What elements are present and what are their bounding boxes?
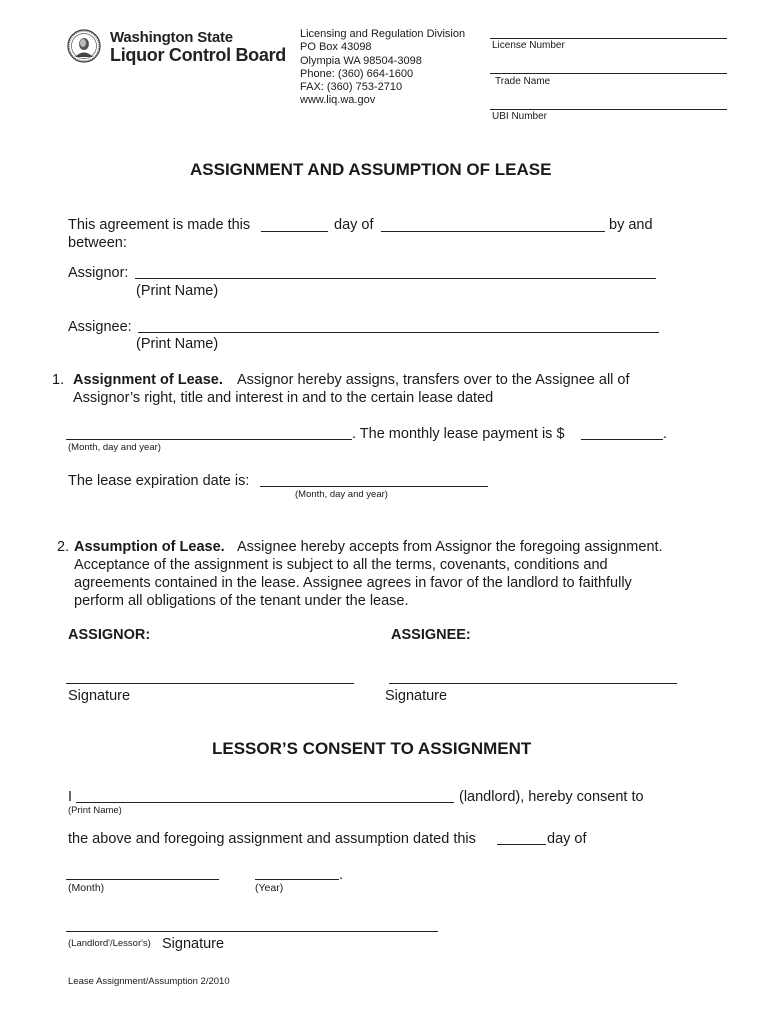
section-1-heading: Assignment of Lease. (73, 372, 223, 388)
address-line: www.liq.wa.gov (300, 94, 376, 107)
assignee-name-field[interactable] (138, 332, 659, 333)
assignee-signature-field[interactable] (389, 683, 677, 684)
lease-date-field[interactable] (66, 439, 352, 440)
agreement-text-4: between: (68, 235, 127, 251)
assignor-sig-heading: ASSIGNOR: (68, 627, 151, 643)
address-line: PO Box 43098 (300, 41, 372, 54)
lease-date-hint: (Month, day and year) (68, 442, 161, 453)
assignee-signature-label: Signature (385, 688, 448, 704)
section-2-number: 2. (57, 539, 70, 555)
form-footer: Lease Assignment/Assumption 2/2010 (68, 976, 230, 987)
consent-year-field[interactable] (255, 879, 339, 880)
consent-i: I (68, 789, 73, 805)
consent-title: LESSOR’S CONSENT TO ASSIGNMENT (212, 739, 532, 758)
landlord-signature-label: Signature (162, 936, 225, 952)
ubi-number-field[interactable] (490, 109, 727, 110)
section-1-text-line1: Assignor hereby assigns, transfers over to the Assignee all of (237, 372, 630, 388)
trade-name-field[interactable] (490, 73, 727, 74)
section-2-line3: agreements contained in the lease. Assignee agrees in favor of the landlord to faithfully (74, 575, 632, 591)
assignee-sig-heading: ASSIGNEE: (391, 627, 471, 643)
document-title: ASSIGNMENT AND ASSUMPTION OF LEASE (190, 160, 552, 179)
ubi-number-label: UBI Number (492, 111, 548, 122)
address-line: FAX: (360) 753-2710 (300, 81, 403, 94)
agency-name-line1: Washington State (110, 29, 233, 46)
section-1-text-line2: Assignor’s right, title and interest in and to the certain lease dated (73, 390, 494, 406)
monthly-payment-text: . The monthly lease payment is $ (352, 426, 565, 442)
agency-address (300, 28, 465, 108)
license-number-field[interactable] (490, 38, 727, 39)
landlord-sig-hint: (Landlord'/Lessor's) (68, 938, 151, 949)
expiration-label: The lease expiration date is: (68, 473, 250, 489)
section-1-number: 1. (52, 372, 65, 388)
section-2-heading: Assumption of Lease. (74, 539, 225, 555)
expiration-date-hint: (Month, day and year) (295, 489, 388, 500)
address-line: Phone: (360) 664-1600 (300, 67, 414, 80)
state-seal-logo (67, 29, 101, 63)
consent-month-field[interactable] (66, 879, 219, 880)
assignee-print-name-hint: (Print Name) (136, 336, 219, 352)
assignee-label: Assignee: (68, 319, 132, 335)
address-line: Olympia WA 98504-3098 (300, 54, 422, 67)
consent-day-field[interactable] (497, 844, 546, 845)
landlord-name-field[interactable] (76, 802, 454, 803)
assignor-signature-field[interactable] (66, 683, 354, 684)
landlord-print-name-hint: (Print Name) (68, 805, 122, 816)
agreement-text-3: by and (609, 217, 653, 233)
section-2-line2: Acceptance of the assignment is subject to all the terms, covenants, conditions and (74, 557, 608, 573)
consent-month-hint: (Month) (68, 882, 105, 894)
landlord-consent-text: (landlord), hereby consent to (459, 789, 644, 805)
agreement-day-field[interactable] (261, 231, 328, 232)
consent-year-hint: (Year) (255, 882, 284, 894)
assignor-print-name-hint: (Print Name) (136, 283, 219, 299)
assignor-signature-label: Signature (68, 688, 131, 704)
trade-name-label: Trade Name (495, 76, 551, 87)
assignor-label: Assignor: (68, 265, 129, 281)
monthly-payment-field[interactable] (581, 439, 663, 440)
license-number-label: License Number (492, 40, 565, 51)
consent-day-of: day of (547, 831, 587, 847)
agreement-text-1: This agreement is made this (68, 217, 251, 233)
section-2-line1: Assignee hereby accepts from Assignor the foregoing assignment. (237, 539, 663, 555)
agreement-text-2: day of (334, 217, 374, 233)
address-line: Licensing and Regulation Division (300, 28, 466, 40)
landlord-signature-field[interactable] (66, 931, 438, 932)
agreement-month-field[interactable] (381, 231, 605, 232)
payment-period: . (663, 426, 668, 442)
consent-dated-text: the above and foregoing assignment and assumption dated this (68, 831, 476, 847)
section-2-line4: perform all obligations of the tenant under the lease. (74, 593, 409, 609)
expiration-date-field[interactable] (260, 486, 488, 487)
agency-name-line2: Liquor Control Board (110, 45, 286, 65)
assignor-name-field[interactable] (135, 278, 656, 279)
consent-period: . (339, 867, 344, 883)
